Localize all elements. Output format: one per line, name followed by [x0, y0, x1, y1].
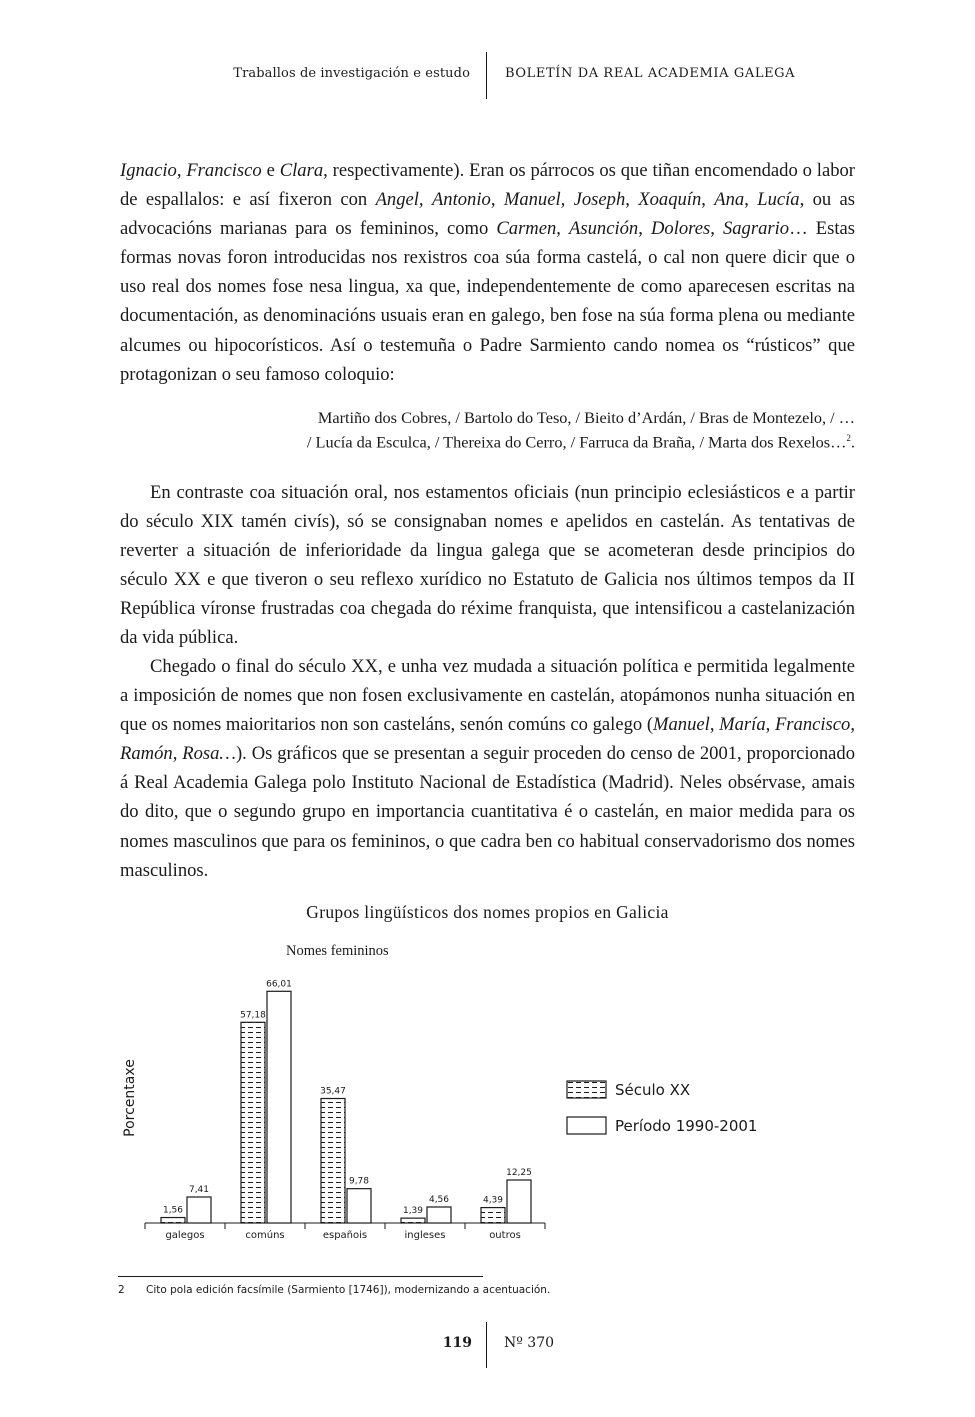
text-run: ). Os gráficos que se presentan a seguir proceden do censo de 2001, proporcionado á Real Academia Galega polo Instituto Nacional de Estadística (Madrid). Neles obsérvase, amais do dito, que o segundo grupo en importancia cuantitativa é o castelán, en maior medida para os nomes masculinos que para os femininos, o que cadra ben co habitual conservadorismo dos nomes masculinos.: [120, 743, 856, 881]
bar-periodo-1990-2001: [267, 991, 291, 1223]
text-run: [565, 189, 573, 210]
bar-seculo-xx: [321, 1099, 345, 1223]
name-italic: Joseph: [573, 189, 626, 211]
issue-number: Nº 370: [504, 1335, 555, 1351]
text-run: ,: [709, 714, 720, 736]
name-italic: Lucía: [757, 189, 800, 211]
footnote: [118, 1284, 550, 1296]
bar-seculo-xx: [401, 1218, 425, 1223]
text-run: … Estas formas novas foron introducidas nos rexistros coa súa forma castelá, o cal non quere dicir que o uso real dos nomes fose nesa lingua, xa que, independentemente de como aparecesen escritas na documentación, as denominacións usuais eran en galego, ben fose na súa forma plena ou mediante alcumes ou hipocorísticos. Así o testemuña o Padre Sarmiento cando nomea os “rústicos” que protagonizan o seu famoso coloquio:: [120, 218, 855, 385]
name-italic: Ramón: [120, 743, 173, 765]
legend-label: Período 1990-2001: [615, 1117, 758, 1135]
running-head-section: Traballos de investigación e estudo: [233, 66, 470, 81]
text-run: ,: [850, 714, 855, 736]
name-italic: Clara: [279, 160, 324, 181]
text-run: Chegado o final do século XX, e unha vez mudada a situación política e permitida legalmente a imposición de nomes que non fosen exclusivamente en castelán, atopámonos nunha situación en que os nomes maioritarios non son casteláns, senón comúns co galego (: [120, 656, 855, 736]
footnote-divider: [118, 1276, 483, 1277]
legend-label: Século XX: [615, 1081, 691, 1099]
y-axis-label: Porcentaxe: [122, 1059, 138, 1137]
text-run: [424, 189, 432, 210]
paragraph-2-text: En contraste coa situación oral, nos estamentos oficiais (nun principio eclesiásticos e a partir do século XIX tamén civís), só se consignaban nomes e apelidos en castelán. As tentativas de reverter a situación de inferioridade da lingua galega que se acometeran desde principios do século XX e que tiveron o seu reflexo xurídico no Estatuto de Galicia nos últimos tempos da II República víronse frustradas coa chegada do réxime franquista, que intensificou a castelanización da vida pública.: [120, 482, 855, 649]
x-tick-label: outros: [489, 1230, 521, 1241]
paragraph-1: [120, 156, 855, 389]
footnote-number: 2: [118, 1284, 125, 1296]
legend-swatch: [567, 1081, 606, 1098]
text-run: ,: [490, 189, 504, 211]
name-italic: Manuel,: [503, 189, 566, 211]
data-label: 1,56: [162, 1205, 184, 1216]
data-label: 7,41: [188, 1184, 210, 1195]
text-run: ,: [176, 160, 187, 181]
data-label: 1,39: [402, 1206, 424, 1217]
text-run: ,: [625, 189, 639, 211]
name-italic: Sagrario: [722, 218, 790, 240]
data-label: 4,56: [428, 1194, 450, 1205]
name-italic: Carmen: [496, 218, 557, 240]
bar-seculo-xx: [481, 1208, 505, 1223]
legend-swatch: [567, 1117, 606, 1134]
bar-periodo-1990-2001: [507, 1180, 531, 1223]
quote-end: .: [850, 432, 855, 452]
data-label: 57,18: [240, 1010, 266, 1021]
x-tick-label: españois: [322, 1230, 368, 1241]
footnote-text: Cito pola edición facsímile (Sarmiento [1746]), modernizando a acentuación.: [146, 1284, 551, 1296]
quote-line-1: Martiño dos Cobres, / Bartolo do Teso, / Bieito d’Ardán, / Bras de Montezelo, / …: [317, 408, 855, 427]
paragraph-2: [120, 478, 855, 653]
running-head: [0, 52, 975, 100]
name-italic: Angel,: [375, 189, 424, 211]
bar-periodo-1990-2001: [347, 1189, 371, 1223]
name-italic: María: [719, 714, 766, 736]
x-tick-label: galegos: [165, 1230, 205, 1241]
text-run: e: [261, 160, 280, 181]
bar-seculo-xx: [161, 1218, 185, 1223]
data-label: 12,25: [506, 1168, 532, 1179]
bar-seculo-xx: [241, 1022, 265, 1223]
name-italic: Antonio: [431, 189, 491, 211]
bar-periodo-1990-2001: [187, 1197, 211, 1223]
name-italic: Manuel: [653, 714, 710, 736]
text-run: ,: [744, 189, 758, 211]
bar-periodo-1990-2001: [427, 1207, 451, 1223]
text-run: ,: [701, 189, 715, 211]
x-tick-label: comúns: [245, 1230, 285, 1241]
name-italic: Xoaquín: [638, 189, 702, 211]
block-quote: [200, 408, 855, 452]
text-run: ,: [556, 218, 570, 240]
name-italic: Francisco: [774, 714, 851, 736]
name-italic: Francisco: [186, 160, 262, 181]
name-italic: Dolores: [650, 218, 711, 240]
paragraph-3: [120, 652, 855, 885]
x-tick-label: ingleses: [404, 1230, 446, 1241]
chart-subtitle: Nomes femininos: [286, 943, 389, 959]
name-italic: Rosa…: [182, 743, 236, 765]
name-italic: Ignacio: [120, 160, 177, 181]
page-footer: [0, 1322, 975, 1370]
quote-line-2-text: / Lucía da Esculca, / Thereixa do Cerro, / Farruca da Braña, / Marta dos Rexelos…: [306, 432, 847, 452]
text-run: ,: [172, 743, 183, 765]
text-run: , respectivamente). Eran os párrocos os que tiñan encomendado o labor de espallalos: e así fixeron con: [120, 160, 855, 211]
running-head-divider: [486, 52, 487, 99]
data-label: 4,39: [482, 1195, 504, 1206]
data-label: 66,01: [266, 979, 292, 990]
footnote-reference[interactable]: 2: [846, 433, 851, 443]
data-label: 9,78: [348, 1176, 370, 1187]
text-run: , ou as advocacións marianas para os femininos, como: [120, 189, 856, 240]
footer-divider: [486, 1322, 487, 1368]
data-label: 35,47: [320, 1086, 346, 1097]
quote-line-2: [200, 428, 855, 452]
name-italic: Asunción: [569, 218, 639, 240]
running-head-journal: BOLETÍN DA REAL ACADEMIA GALEGA: [505, 66, 796, 81]
page-number: 119: [442, 1335, 472, 1351]
text-run: ,: [710, 218, 723, 240]
text-run: ,: [765, 714, 775, 736]
text-run: ,: [638, 218, 651, 240]
name-italic: Ana: [714, 189, 745, 211]
chart-title: Grupos lingüísticos dos nomes propios en Galicia: [306, 902, 669, 922]
